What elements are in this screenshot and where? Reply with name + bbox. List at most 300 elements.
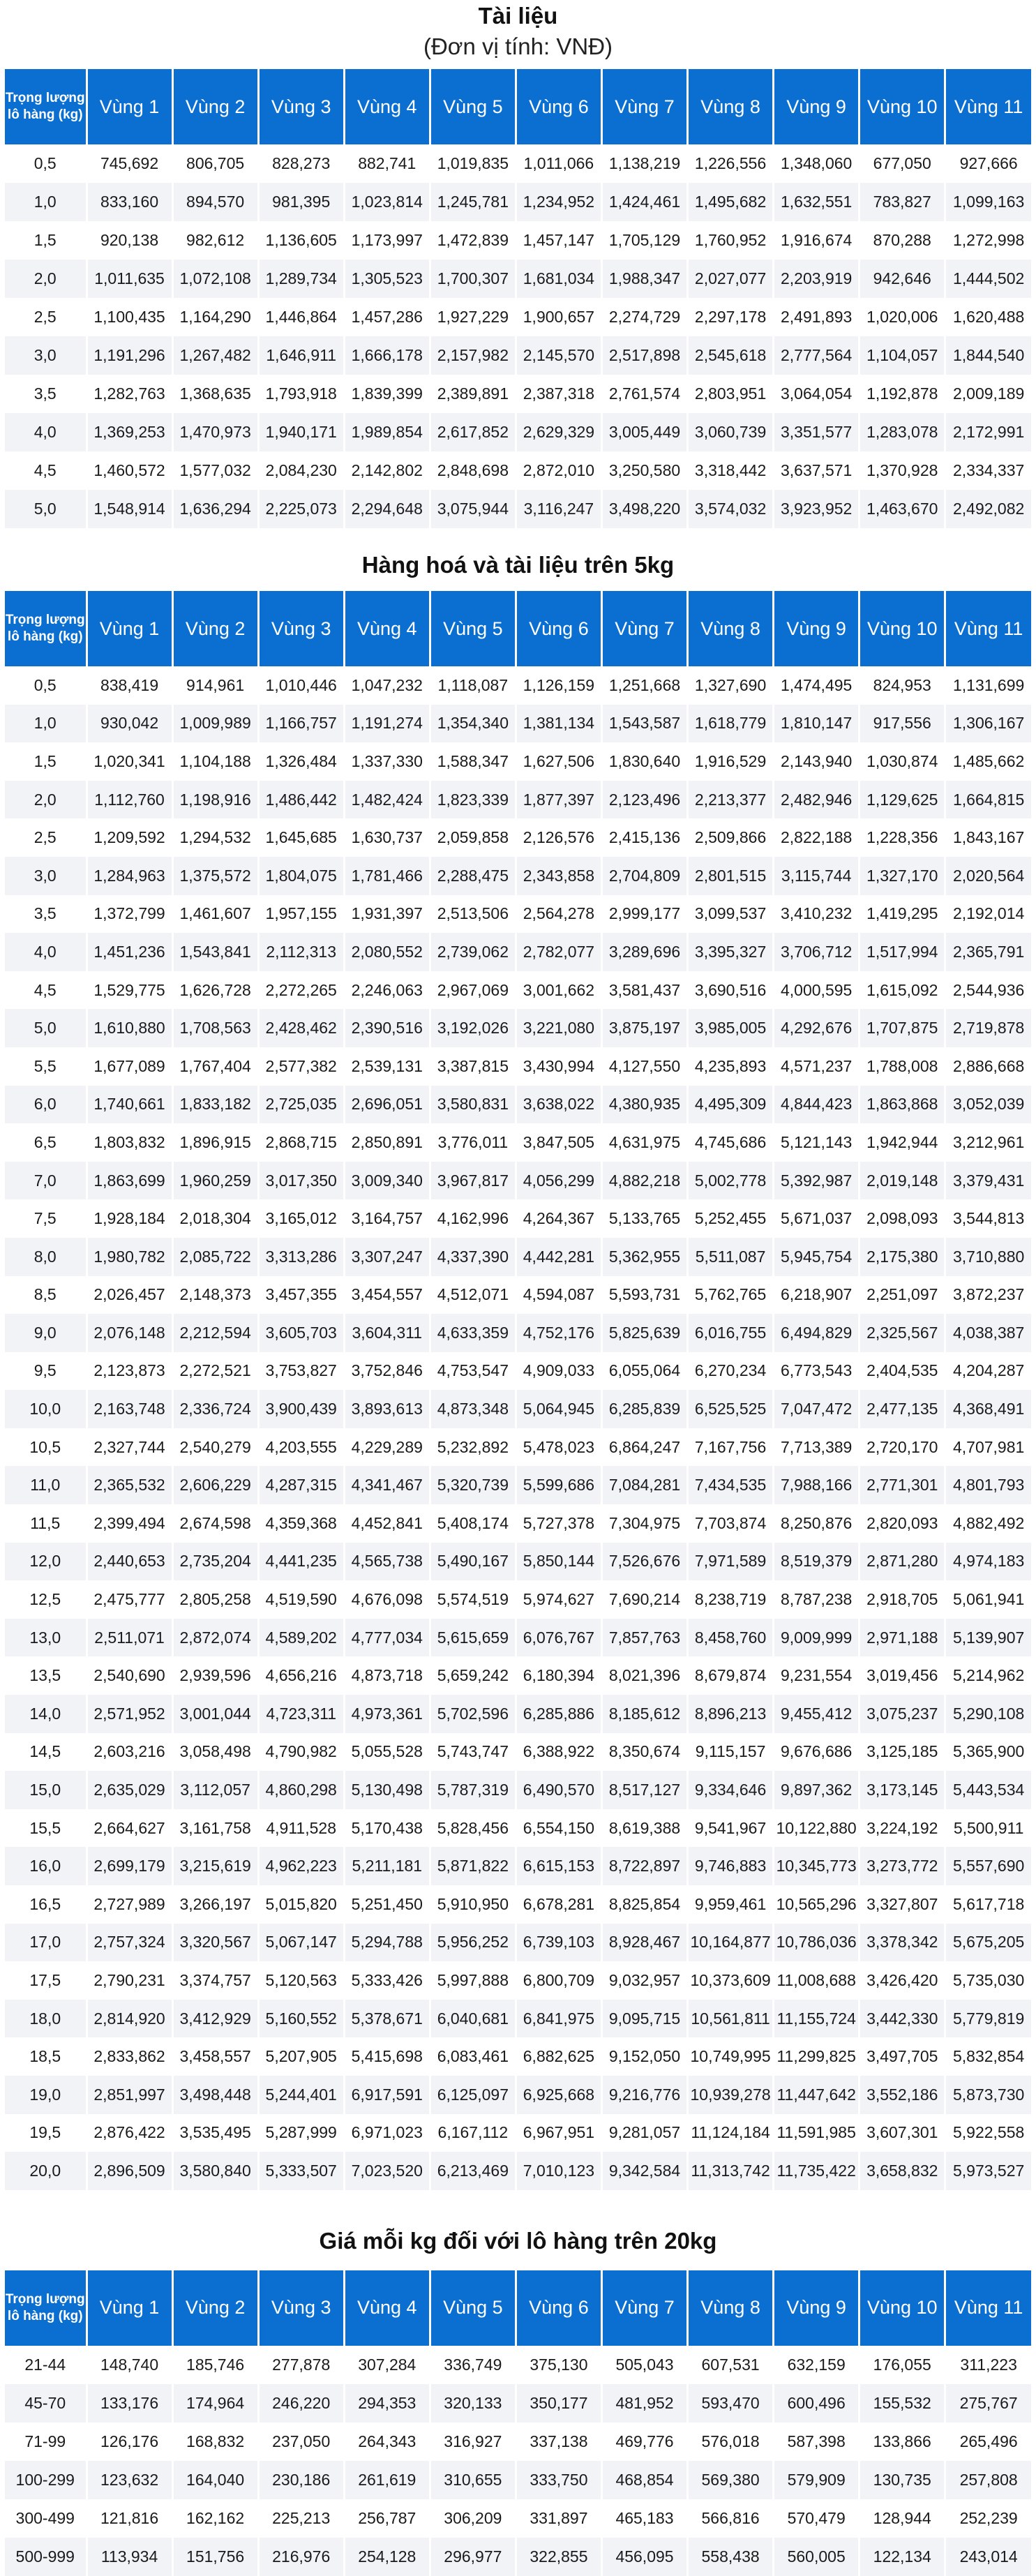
price-cell: 1,803,832 [87, 1123, 172, 1162]
price-cell: 3,535,495 [172, 2114, 258, 2152]
price-cell: 1,337,330 [344, 742, 430, 781]
table-row [5, 1885, 1031, 1924]
header-zone-7: Vùng 7 [601, 2270, 687, 2346]
table-row [5, 742, 1031, 781]
price-cell: 5,133,765 [601, 1199, 687, 1238]
price-cell: 133,176 [87, 2384, 172, 2423]
price-cell: 2,365,532 [87, 1466, 172, 1504]
price-cell: 11,591,985 [774, 2114, 859, 2152]
table-row [5, 666, 1031, 705]
price-cell: 5,659,242 [430, 1656, 516, 1695]
price-cell: 350,177 [516, 2384, 601, 2423]
price-cell: 2,404,535 [859, 1352, 945, 1391]
price-cell: 11,008,688 [774, 1961, 859, 2000]
weight-cell: 3,0 [5, 336, 87, 375]
price-cell: 2,872,074 [172, 1619, 258, 1657]
table-row [5, 2346, 1031, 2384]
price-cell: 1,118,087 [430, 666, 516, 705]
header-zone-8: Vùng 8 [688, 2270, 774, 2346]
price-cell: 1,020,006 [859, 298, 945, 336]
price-cell: 2,635,029 [87, 1771, 172, 1809]
price-cell: 4,745,686 [688, 1123, 774, 1162]
price-cell: 9,231,554 [774, 1656, 859, 1695]
price-cell: 5,408,174 [430, 1504, 516, 1543]
price-cell: 2,629,329 [516, 413, 601, 451]
price-cell: 4,860,298 [258, 1771, 344, 1809]
weight-cell: 10,5 [5, 1428, 87, 1467]
weight-cell: 18,5 [5, 2037, 87, 2076]
price-cell: 2,851,997 [87, 2076, 172, 2114]
price-cell: 6,925,668 [516, 2076, 601, 2114]
price-cell: 3,318,442 [688, 451, 774, 490]
price-cell: 3,410,232 [774, 895, 859, 934]
price-cell: 2,477,135 [859, 1390, 945, 1428]
price-cell: 806,705 [172, 144, 258, 183]
price-cell: 8,825,854 [601, 1885, 687, 1924]
price-cell: 2,544,936 [945, 971, 1031, 1010]
price-cell: 4,909,033 [516, 1352, 601, 1391]
price-cell: 1,830,640 [601, 742, 687, 781]
price-cell: 8,350,674 [601, 1733, 687, 1772]
price-cell: 5,873,730 [945, 2076, 1031, 2114]
price-cell: 4,753,547 [430, 1352, 516, 1391]
weight-cell: 14,5 [5, 1733, 87, 1772]
price-cell: 10,345,773 [774, 1847, 859, 1885]
section-title: Hàng hoá và tài liệu trên 5kg [361, 552, 675, 578]
price-cell: 3,893,613 [344, 1390, 430, 1428]
price-cell: 5,974,627 [516, 1580, 601, 1619]
table-row [5, 1352, 1031, 1391]
price-cell: 4,519,590 [258, 1580, 344, 1619]
price-cell: 1,543,587 [601, 705, 687, 743]
price-cell: 5,333,426 [344, 1961, 430, 2000]
price-cell: 2,428,462 [258, 1009, 344, 1047]
price-cell: 1,283,078 [859, 413, 945, 451]
price-cell: 1,369,253 [87, 413, 172, 451]
price-cell: 1,226,556 [688, 144, 774, 183]
price-cell: 2,076,148 [87, 1314, 172, 1352]
price-cell: 2,896,509 [87, 2152, 172, 2190]
price-cell: 4,973,361 [344, 1695, 430, 1733]
price-cell: 3,099,537 [688, 895, 774, 934]
price-cell: 1,009,989 [172, 705, 258, 743]
weight-cell: 6,5 [5, 1123, 87, 1162]
price-cell: 1,306,167 [945, 705, 1031, 743]
table-row [5, 221, 1031, 260]
price-cell: 6,270,234 [688, 1352, 774, 1391]
price-cell: 2,822,188 [774, 818, 859, 857]
weight-cell: 5,0 [5, 490, 87, 528]
price-cell: 310,655 [430, 2461, 516, 2499]
weight-cell: 7,5 [5, 1199, 87, 1238]
section-price-per-kg-over-20kg [5, 2222, 1031, 2576]
price-cell: 1,272,998 [945, 221, 1031, 260]
price-cell: 10,561,811 [688, 2000, 774, 2038]
price-cell: 1,482,424 [344, 781, 430, 819]
price-cell: 1,234,952 [516, 183, 601, 221]
weight-cell: 9,5 [5, 1352, 87, 1391]
price-cell: 2,085,722 [172, 1238, 258, 1276]
price-cell: 2,387,318 [516, 375, 601, 413]
price-cell: 4,264,367 [516, 1199, 601, 1238]
price-cell: 5,170,438 [344, 1809, 430, 1848]
weight-cell: 4,0 [5, 413, 87, 451]
price-cell: 560,005 [774, 2538, 859, 2576]
price-cell: 3,289,696 [601, 933, 687, 971]
price-cell: 4,882,492 [945, 1504, 1031, 1543]
header-zone-4: Vùng 4 [344, 2270, 430, 2346]
price-cell: 3,112,057 [172, 1771, 258, 1809]
price-cell: 320,133 [430, 2384, 516, 2423]
price-cell: 2,027,077 [688, 260, 774, 298]
price-cell: 5,290,108 [945, 1695, 1031, 1733]
price-cell: 2,674,598 [172, 1504, 258, 1543]
weight-cell: 4,0 [5, 933, 87, 971]
price-cell: 3,387,815 [430, 1047, 516, 1086]
price-cell: 1,618,779 [688, 705, 774, 743]
price-cell: 2,145,570 [516, 336, 601, 375]
price-cell: 2,790,231 [87, 1961, 172, 2000]
price-cell: 927,666 [945, 144, 1031, 183]
price-cell: 3,075,944 [430, 490, 516, 528]
price-cell: 2,294,648 [344, 490, 430, 528]
price-cell: 5,702,596 [430, 1695, 516, 1733]
price-cell: 1,916,529 [688, 742, 774, 781]
price-cell: 2,735,204 [172, 1543, 258, 1581]
price-cell: 5,787,319 [430, 1771, 516, 1809]
price-cell: 123,632 [87, 2461, 172, 2499]
weight-cell: 5,5 [5, 1047, 87, 1086]
price-cell: 1,129,625 [859, 781, 945, 819]
price-cell: 4,038,387 [945, 1314, 1031, 1352]
price-cell: 4,911,528 [258, 1809, 344, 1848]
price-cell: 4,229,289 [344, 1428, 430, 1467]
header-zone-4: Vùng 4 [344, 69, 430, 144]
price-cell: 4,565,738 [344, 1543, 430, 1581]
price-cell: 3,075,237 [859, 1695, 945, 1733]
price-cell: 3,605,703 [258, 1314, 344, 1352]
price-cell: 2,805,258 [172, 1580, 258, 1619]
weight-cell: 19,0 [5, 2076, 87, 2114]
price-cell: 558,438 [688, 2538, 774, 2576]
header-zone-5: Vùng 5 [430, 69, 516, 144]
price-cell: 2,475,777 [87, 1580, 172, 1619]
price-cell: 2,727,989 [87, 1885, 172, 1924]
weight-cell: 2,0 [5, 781, 87, 819]
price-cell: 2,020,564 [945, 857, 1031, 895]
table-row [5, 705, 1031, 743]
table-row [5, 1580, 1031, 1619]
price-cell: 3,430,994 [516, 1047, 601, 1086]
header-zone-9: Vùng 9 [774, 2270, 859, 2346]
price-cell: 1,104,188 [172, 742, 258, 781]
price-cell: 11,155,724 [774, 2000, 859, 2038]
price-cell: 982,612 [172, 221, 258, 260]
price-cell: 1,863,868 [859, 1086, 945, 1124]
price-cell: 252,239 [945, 2499, 1031, 2538]
price-cell: 4,292,676 [774, 1009, 859, 1047]
price-cell: 3,215,619 [172, 1847, 258, 1885]
price-cell: 331,897 [516, 2499, 601, 2538]
table-row [5, 298, 1031, 336]
price-cell: 3,690,516 [688, 971, 774, 1010]
price-cell: 1,354,340 [430, 705, 516, 743]
price-cell: 1,610,880 [87, 1009, 172, 1047]
price-cell: 5,735,030 [945, 1961, 1031, 2000]
price-cell: 1,348,060 [774, 144, 859, 183]
price-cell: 1,632,551 [774, 183, 859, 221]
price-cell: 311,223 [945, 2346, 1031, 2384]
price-cell: 4,844,423 [774, 1086, 859, 1124]
weight-cell: 13,0 [5, 1619, 87, 1657]
price-cell: 456,095 [601, 2538, 687, 2576]
table-row [5, 933, 1031, 971]
price-cell: 9,115,157 [688, 1733, 774, 1772]
price-cell: 1,474,495 [774, 666, 859, 705]
price-cell: 1,940,171 [258, 413, 344, 451]
header-zone-11: Vùng 11 [945, 69, 1031, 144]
price-cell: 1,451,236 [87, 933, 172, 971]
price-cell: 3,250,580 [601, 451, 687, 490]
price-cell: 4,235,893 [688, 1047, 774, 1086]
price-cell: 1,072,108 [172, 260, 258, 298]
price-cell: 3,221,080 [516, 1009, 601, 1047]
table-row [5, 1656, 1031, 1695]
price-cell: 2,782,077 [516, 933, 601, 971]
price-cell: 5,139,907 [945, 1619, 1031, 1657]
price-cell: 2,163,748 [87, 1390, 172, 1428]
rate-table [5, 591, 1031, 2190]
price-cell: 243,014 [945, 2538, 1031, 2576]
price-cell: 277,878 [258, 2346, 344, 2384]
price-cell: 1,927,229 [430, 298, 516, 336]
price-cell: 3,658,832 [859, 2152, 945, 2190]
price-cell: 2,112,313 [258, 933, 344, 971]
price-cell: 5,232,892 [430, 1428, 516, 1467]
price-cell: 9,095,715 [601, 2000, 687, 2038]
price-cell: 5,922,558 [945, 2114, 1031, 2152]
price-cell: 6,917,591 [344, 2076, 430, 2114]
price-cell: 5,617,718 [945, 1885, 1031, 1924]
weight-cell: 20,0 [5, 2152, 87, 2190]
weight-cell: 21-44 [5, 2346, 87, 2384]
price-cell: 1,019,835 [430, 144, 516, 183]
price-cell: 5,825,639 [601, 1314, 687, 1352]
price-cell: 2,251,097 [859, 1276, 945, 1315]
price-cell: 3,498,448 [172, 2076, 258, 2114]
price-cell: 5,160,552 [258, 2000, 344, 2038]
price-cell: 2,939,596 [172, 1656, 258, 1695]
price-cell: 3,752,846 [344, 1352, 430, 1391]
price-cell: 3,706,712 [774, 933, 859, 971]
price-cell: 8,619,388 [601, 1809, 687, 1848]
price-cell: 8,185,612 [601, 1695, 687, 1733]
price-cell: 3,412,929 [172, 2000, 258, 2038]
price-cell: 237,050 [258, 2423, 344, 2461]
price-cell: 230,186 [258, 2461, 344, 2499]
price-cell: 3,638,022 [516, 1086, 601, 1124]
price-cell: 185,746 [172, 2346, 258, 2384]
weight-cell: 17,0 [5, 1924, 87, 1962]
price-cell: 4,359,368 [258, 1504, 344, 1543]
price-cell: 9,897,362 [774, 1771, 859, 1809]
price-cell: 593,470 [688, 2384, 774, 2423]
price-cell: 2,803,951 [688, 375, 774, 413]
table-row [5, 1009, 1031, 1047]
price-cell: 5,362,955 [601, 1238, 687, 1276]
price-cell: 4,204,287 [945, 1352, 1031, 1391]
price-cell: 2,999,177 [601, 895, 687, 934]
header-zone-11: Vùng 11 [945, 2270, 1031, 2346]
table-row [5, 971, 1031, 1010]
header-zone-8: Vùng 8 [688, 69, 774, 144]
price-cell: 1,372,799 [87, 895, 172, 934]
price-cell: 1,843,167 [945, 818, 1031, 857]
price-cell: 2,297,178 [688, 298, 774, 336]
price-cell: 1,457,147 [516, 221, 601, 260]
price-cell: 2,143,940 [774, 742, 859, 781]
price-cell: 8,458,760 [688, 1619, 774, 1657]
price-cell: 6,490,570 [516, 1771, 601, 1809]
price-cell: 2,720,170 [859, 1428, 945, 1467]
price-cell: 1,677,089 [87, 1047, 172, 1086]
price-cell: 5,415,698 [344, 2037, 430, 2076]
price-cell: 10,939,278 [688, 2076, 774, 2114]
price-cell: 11,124,184 [688, 2114, 774, 2152]
table-row [5, 781, 1031, 819]
price-cell: 11,447,642 [774, 2076, 859, 2114]
price-cell: 7,713,389 [774, 1428, 859, 1467]
price-cell: 3,458,557 [172, 2037, 258, 2076]
price-cell: 3,580,831 [430, 1086, 516, 1124]
price-cell: 1,988,347 [601, 260, 687, 298]
price-cell: 294,353 [344, 2384, 430, 2423]
price-cell: 3,753,827 [258, 1352, 344, 1391]
price-cell: 8,928,467 [601, 1924, 687, 1962]
table-row [5, 2538, 1031, 2576]
price-cell: 6,525,525 [688, 1390, 774, 1428]
section-subtitle: (Đơn vị tính: VNĐ) [423, 33, 613, 59]
price-cell: 6,180,394 [516, 1656, 601, 1695]
price-cell: 5,615,659 [430, 1619, 516, 1657]
price-cell: 4,000,595 [774, 971, 859, 1010]
table-header-row [5, 69, 1031, 144]
price-cell: 1,011,635 [87, 260, 172, 298]
price-cell: 3,872,237 [945, 1276, 1031, 1315]
price-cell: 1,375,572 [172, 857, 258, 895]
table-row [5, 1695, 1031, 1733]
price-cell: 5,392,987 [774, 1162, 859, 1200]
price-cell: 5,956,252 [430, 1924, 516, 1962]
price-cell: 1,767,404 [172, 1047, 258, 1086]
price-cell: 6,213,469 [430, 2152, 516, 2190]
price-cell: 3,125,185 [859, 1733, 945, 1772]
price-cell: 2,603,216 [87, 1733, 172, 1772]
price-cell: 1,192,878 [859, 375, 945, 413]
price-cell: 7,434,535 [688, 1466, 774, 1504]
price-cell: 2,777,564 [774, 336, 859, 375]
price-cell: 1,707,875 [859, 1009, 945, 1047]
price-cell: 3,161,758 [172, 1809, 258, 1848]
price-cell: 469,776 [601, 2423, 687, 2461]
price-cell: 3,457,355 [258, 1276, 344, 1315]
price-cell: 151,756 [172, 2538, 258, 2576]
table-row [5, 2152, 1031, 2190]
price-cell: 5,599,686 [516, 1466, 601, 1504]
price-cell: 6,773,543 [774, 1352, 859, 1391]
price-cell: 2,876,422 [87, 2114, 172, 2152]
price-cell: 1,627,506 [516, 742, 601, 781]
price-cell: 5,378,671 [344, 2000, 430, 2038]
price-cell: 2,886,668 [945, 1047, 1031, 1086]
price-cell: 745,692 [87, 144, 172, 183]
weight-cell: 100-299 [5, 2461, 87, 2499]
price-cell: 257,808 [945, 2461, 1031, 2499]
price-cell: 2,225,073 [258, 490, 344, 528]
price-cell: 5,252,455 [688, 1199, 774, 1238]
price-cell: 2,739,062 [430, 933, 516, 971]
weight-cell: 1,5 [5, 221, 87, 260]
price-cell: 3,115,744 [774, 857, 859, 895]
price-cell: 5,244,401 [258, 2076, 344, 2114]
price-cell: 4,127,550 [601, 1047, 687, 1086]
price-cell: 8,722,897 [601, 1847, 687, 1885]
price-cell: 7,703,874 [688, 1504, 774, 1543]
header-zone-2: Vùng 2 [172, 591, 258, 666]
price-cell: 1,664,815 [945, 781, 1031, 819]
price-cell: 5,779,819 [945, 2000, 1031, 2038]
price-cell: 6,864,247 [601, 1428, 687, 1467]
price-cell: 2,571,952 [87, 1695, 172, 1733]
header-weight: Trọng lượng lô hàng (kg) [5, 69, 87, 144]
price-cell: 3,637,571 [774, 451, 859, 490]
price-cell: 2,440,653 [87, 1543, 172, 1581]
price-cell: 296,977 [430, 2538, 516, 2576]
price-cell: 2,871,280 [859, 1543, 945, 1581]
price-cell: 2,482,946 [774, 781, 859, 819]
price-cell: 576,018 [688, 2423, 774, 2461]
price-cell: 10,164,877 [688, 1924, 774, 1962]
price-cell: 2,872,010 [516, 451, 601, 490]
price-cell: 4,633,359 [430, 1314, 516, 1352]
price-cell: 1,928,184 [87, 1199, 172, 1238]
price-cell: 3,327,807 [859, 1885, 945, 1924]
price-cell: 2,577,382 [258, 1047, 344, 1086]
header-zone-9: Vùng 9 [774, 591, 859, 666]
price-cell: 1,931,397 [344, 895, 430, 934]
price-cell: 942,646 [859, 260, 945, 298]
weight-cell: 9,0 [5, 1314, 87, 1352]
table-row [5, 1619, 1031, 1657]
price-cell: 1,705,129 [601, 221, 687, 260]
header-zone-3: Vùng 3 [258, 591, 344, 666]
price-cell: 3,116,247 [516, 490, 601, 528]
price-cell: 10,786,036 [774, 1924, 859, 1962]
price-cell: 1,164,290 [172, 298, 258, 336]
price-cell: 5,743,747 [430, 1733, 516, 1772]
price-cell: 3,378,342 [859, 1924, 945, 1962]
price-cell: 337,138 [516, 2423, 601, 2461]
price-cell: 7,988,166 [774, 1466, 859, 1504]
weight-cell: 8,0 [5, 1238, 87, 1276]
price-cell: 5,478,023 [516, 1428, 601, 1467]
table-body [5, 144, 1031, 528]
price-cell: 4,723,311 [258, 1695, 344, 1733]
weight-cell: 1,5 [5, 742, 87, 781]
table-row [5, 2114, 1031, 2152]
price-cell: 1,461,607 [172, 895, 258, 934]
price-cell: 5,211,181 [344, 1847, 430, 1885]
